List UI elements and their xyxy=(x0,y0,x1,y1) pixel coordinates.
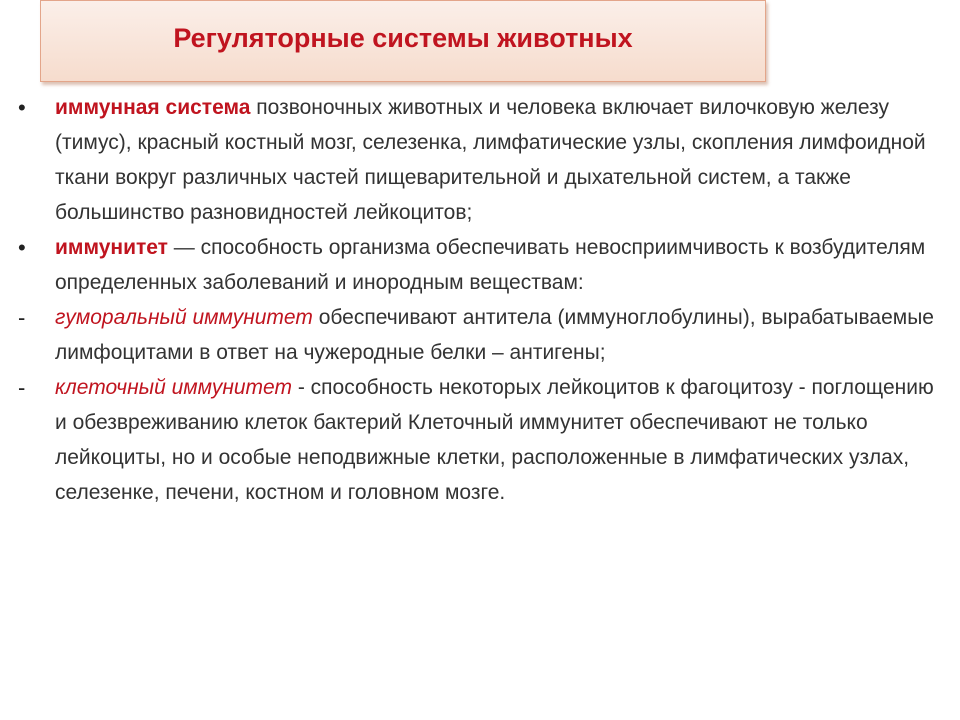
item-text: позвоночных животных и человека включает вилочковую железу (тимус), красный костный мозг, селезенка, лимфатические узлы, скопления лимфоидной ткани вокруг различных частей пищеварительной и дыхательной систем, а также большинство разновидностей лейкоцитов; xyxy=(55,96,926,224)
list-item-humoral-immunity xyxy=(18,300,948,370)
dash-marker: - xyxy=(18,305,26,330)
term-humoral-immunity: гуморальный иммунитет xyxy=(55,306,313,329)
slide-title: Регуляторные системы животных xyxy=(173,22,633,53)
dash-marker: - xyxy=(18,375,26,400)
bullet-list xyxy=(18,90,948,510)
bullet-marker: • xyxy=(18,95,26,120)
item-text: - способность некоторых лейкоцитов к фагоцитозу - поглощению и обезвреживанию клеток бактерий Клеточный иммунитет обеспечивают не только лейкоциты, но и особые неподвижные клетки, расположенные в лимфатических узлах, селезенке, печени, костном и головном мозге. xyxy=(55,376,934,504)
title-banner xyxy=(40,0,766,82)
term-immune-system: иммунная система xyxy=(55,96,251,119)
bullet-marker: • xyxy=(18,235,26,260)
item-text: — способность организма обеспечивать невосприимчивость к возбудителям определенных заболеваний и инородным веществам: xyxy=(55,236,926,294)
item-text: обеспечивают антитела (иммуноглобулины), вырабатываемые лимфоцитами в ответ на чужеродные белки – антигены; xyxy=(55,306,934,364)
list-item-cellular-immunity xyxy=(18,370,948,510)
list-item-immunity xyxy=(18,230,948,300)
list-item-immune-system xyxy=(18,90,948,230)
term-immunity: иммунитет xyxy=(55,236,168,259)
term-cellular-immunity: клеточный иммунитет xyxy=(55,376,292,399)
